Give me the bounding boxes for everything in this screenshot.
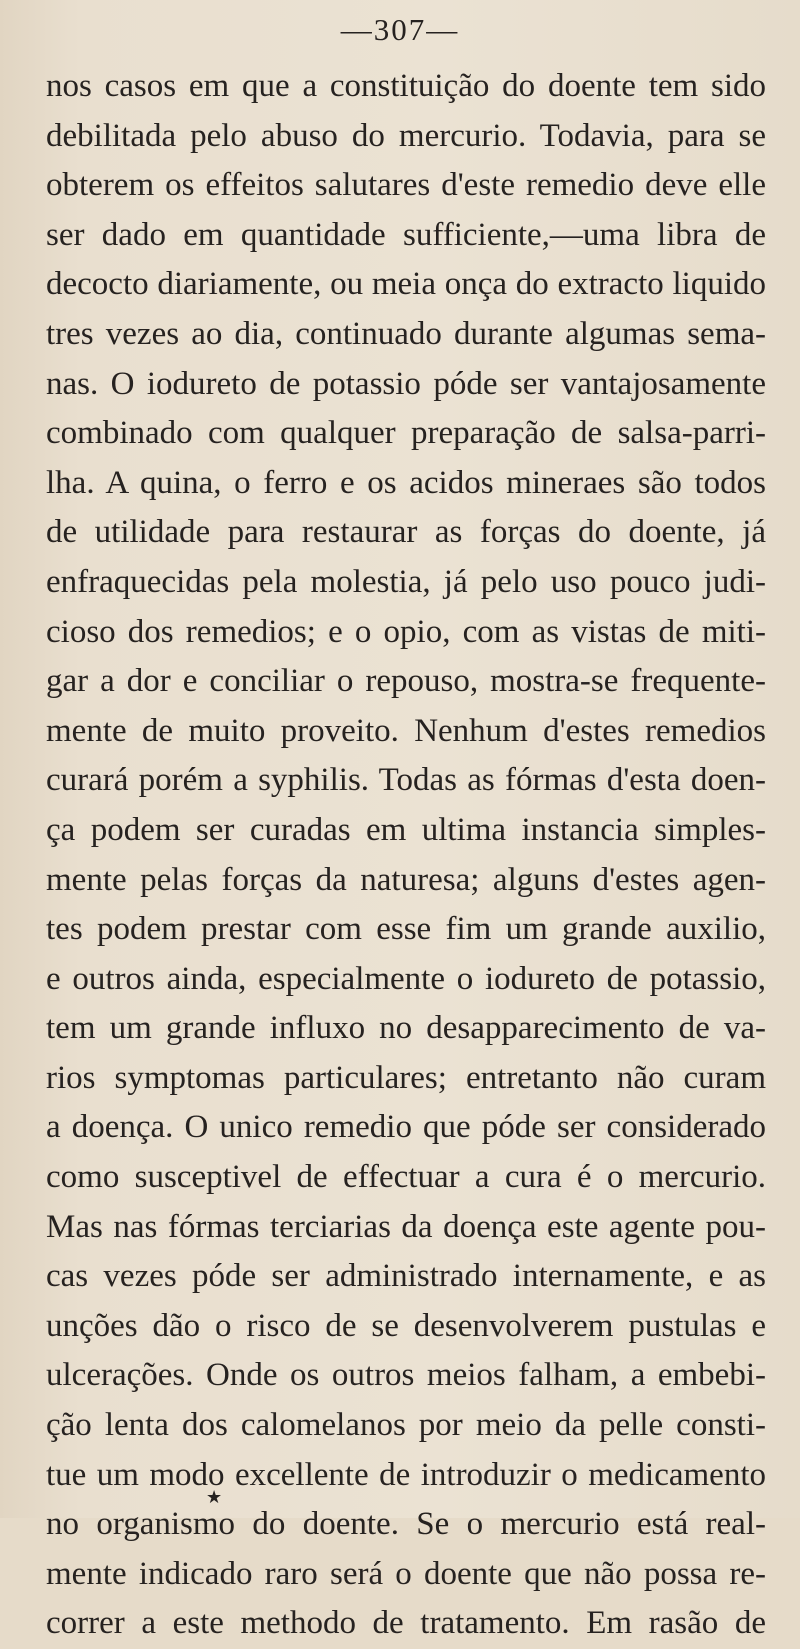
page-number: —307— xyxy=(340,12,460,47)
text-line: ça podem ser curadas em ultima instancia simples- xyxy=(46,811,766,848)
text-line: nas. O iodureto de potassio póde ser vantajosamente xyxy=(46,365,766,402)
text-line: cioso dos remedios; e o opio, com as vistas de miti- xyxy=(46,613,766,650)
text-line: ção lenta dos calomelanos por meio da pelle consti- xyxy=(46,1407,766,1444)
text-line: unções dão o risco de se desenvolverem pustulas e xyxy=(46,1307,766,1344)
text-line: mente indicado raro será o doente que não possa re- xyxy=(46,1555,766,1592)
text-line: tes podem prestar com esse fim um grande auxilio, xyxy=(46,911,766,948)
text-line: tue um modo excellente de introduzir o medicamento xyxy=(46,1456,766,1493)
text-line: gar a dor e conciliar o repouso, mostra-se frequente- xyxy=(46,663,766,700)
footer-star-mark: ★ xyxy=(206,1487,223,1507)
text-line: no organismo do doente. Se o mercurio está real- xyxy=(46,1506,766,1543)
text-line: decocto diariamente, ou meia onça do extracto liquido xyxy=(46,266,766,303)
text-line: mente pelas forças da naturesa; alguns d'estes agen- xyxy=(46,861,766,898)
text-line: obterem os effeitos salutares d'este remedio deve elle xyxy=(46,167,766,204)
text-line: tres vezes ao dia, continuado durante algumas sema- xyxy=(46,315,766,352)
text-line: de utilidade para restaurar as forças do doente, já xyxy=(46,514,766,551)
text-line: tem um grande influxo no desapparecimento de va- xyxy=(46,1010,766,1047)
text-line: Mas nas fórmas terciarias da doença este agente pou- xyxy=(46,1208,766,1245)
text-line: debilitada pelo abuso do mercurio. Todavia, para se xyxy=(46,117,766,154)
text-line: a doença. O unico remedio que póde ser considerado xyxy=(46,1109,766,1146)
text-line: cas vezes póde ser administrado internamente, e as xyxy=(46,1258,766,1295)
text-line: rios symptomas particulares; entretanto não curam xyxy=(46,1059,766,1096)
text-line: combinado com qualquer preparação de salsa-parri- xyxy=(46,415,766,452)
text-line: lha. A quina, o ferro e os acidos mineraes são todos xyxy=(46,464,766,501)
text-line: enfraquecidas pela molestia, já pelo uso pouco judi- xyxy=(46,563,766,600)
text-line: correr a este methodo de tratamento. Em rasão de xyxy=(46,1605,766,1642)
body-text xyxy=(46,62,766,1649)
text-line: ser dado em quantidade sufficiente,—uma libra de xyxy=(46,216,766,253)
text-line: e outros ainda, especialmente o iodureto de potassio, xyxy=(46,960,766,997)
text-line: como susceptivel de effectuar a cura é o mercurio. xyxy=(46,1159,766,1196)
text-line: curará porém a syphilis. Todas as fórmas d'esta doen- xyxy=(46,762,766,799)
text-line: mente de muito proveito. Nenhum d'estes remedios xyxy=(46,712,766,749)
text-line: nos casos em que a constituição do doente tem sido xyxy=(46,68,766,104)
text-line: ulcerações. Onde os outros meios falham, a embebi- xyxy=(46,1357,766,1394)
